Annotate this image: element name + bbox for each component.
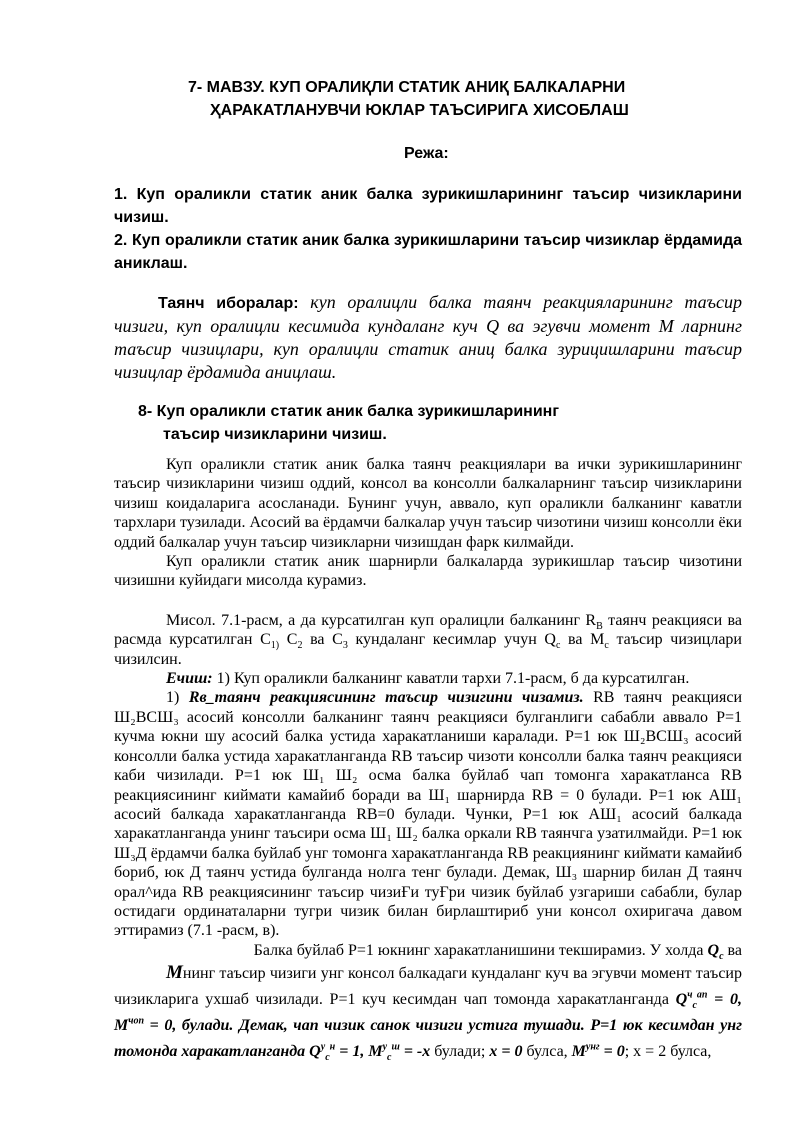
body-text bbox=[114, 455, 742, 1065]
plan-item-1: 1. Куп ораликли статик аник балка зурикишларининг таъсир чизикларини чизиш. bbox=[114, 186, 742, 226]
section-line-2: таъсир чизикларини чизиш. bbox=[163, 426, 387, 443]
plan-list bbox=[114, 183, 742, 275]
paragraph-solution: Ечиш: 1) Куп ораликли балканинг каватли тархи 7.1-расм, б да курсатилган. bbox=[166, 670, 690, 688]
topic-title bbox=[130, 76, 730, 122]
keywords-text: куп оралицли балка таянч реакцияларининг таъсир чизиги, куп оралицли кесимида кундаланг куч Q ва эгувчи момент М ларнинг таъсир чизицлари, куп оралицли статик аниц балка зурицишларини таъсир чизицлар ёрдамида аницлаш. bbox=[114, 292, 742, 382]
paragraph-1: Куп ораликли статик аник балка таянч реакциялари ва ички зурикишларининг таъсир чизикларини чизиш оддий, консол ва консолли балкаларнинг таъсир чизикларини чизиш коидаларига асосланади. Бунинг учун, аввало, куп ораликли балканинг каватли тархлари тузилади. Асосий ва ёрдамчи балкалар учун таъсир чизотини чизиш консолли ёки оддий балкалар учун таъсир чизикларни чизишдан фарк килмайди. bbox=[114, 456, 742, 551]
section-heading bbox=[138, 400, 738, 446]
paragraph-moment: Mнинг таъсир чизиги унг консол балкадаги кундаланг куч ва эгувчи момент таъсир чизикларига ухшаб чизилади. Р=1 куч кесимдан чап томонда харакатланганда $Q^ч_c^{ап} = 0$, $M^{чоп} = 0$, булади. Демак, чап чизик санок чизиги устига тушади. Р=1 юк кесимдан унг томонда харакатланганда $Q^у_c^н = 1$, $M^у_c^ш = -x$ булади; x = 0 булса, $M^{унг} = 0$; х = 2 булса, bbox=[114, 962, 743, 1064]
paragraph-check: Балка буйлаб Р=1 юкнинг харакатланишини текширамиз. У холда $Q_c$ ва bbox=[253, 941, 742, 962]
keywords-label: Таянч иборалар: bbox=[158, 295, 299, 312]
plan-item-2: 2. Куп ораликли статик аник балка зурикишларини таъсир чизиклар ёрдамида аниклаш. bbox=[114, 232, 742, 272]
section-line-1: 8- Куп ораликли статик аник балка зурикишларининг bbox=[138, 403, 559, 420]
paragraph-3: Мисол. 7.1-расм, а да курсатилган куп оралицли балканинг $R_B$ таянч реакцияси ва расмда курсатилган $С_{1)}$ $С_2$ ва $С_3$ кундаланг кесимлар учун $Q_c$ ва $M_c$ таъсир чизицлари чизилсин. bbox=[114, 611, 743, 668]
plan-heading: Режа: bbox=[404, 145, 449, 162]
title-line-2: ҲАРАКАТЛАНУВЧИ ЮКЛАР ТАЪСИРИГА ХИСОБЛАШ bbox=[210, 102, 629, 119]
title-line-1: 7- МАВЗУ. КУП ОРАЛИҚЛИ СТАТИК АНИҚ БАЛКАЛАРНИ bbox=[188, 79, 626, 96]
solution-label: Ечиш: bbox=[166, 670, 213, 688]
keywords-paragraph bbox=[114, 291, 742, 384]
paragraph-reaction: 1) Rв_таянч реакциясининг таъсир чизигини чизамиз. RВ таянч реакцияси Ш₂ВСШ₃ асосий консолли балканинг таянч реакцияси булганлиги сабабли аввало Р=1 кучма юкни шу асосий балка устида харакатланиши каралади. Р=1 юк Ш₂ВСШ₃ асосий консолли балка устида харакатланганда RВ таъсир чизоти консолли балка таянч реакцияси каби чизилади. Р=1 юк Ш₁ Ш₂ осма балка буйлаб чап томонга харакатланса RВ реакциясининг киймати камайиб боради ва Ш₁ шарнирда RВ = 0 булади. Р=1 юк АШ₁ асосий балкада харакатланганда RВ=0 булади. Чунки, Р=1 юк АШ₁ асосий балкада харакатланганда унинг таъсири осма Ш₁ Ш₂ балка оркали RВ таянчга узатилмайди. Р=1 юк Ш₃Д ёрдамчи балка буйлаб унг томонга харакатланганда RВ реакциянинг киймати камайиб бориб, юк Д таянч устида булганда нолга тенг булади. Демак, Ш₃ шарнир билан Д таянч орал^ида RВ реакциясининг таъсир чизиҒи туҒри чизик буйлаб узгариши сабабли, булар остидаги ординаталарни тугри чизик билан бирлаштириб уни консол охиригача давом эттирамиз (7.1 -расм, в). bbox=[114, 689, 743, 940]
paragraph-2: Куп ораликли статик аник шарнирли балкаларда зурикишлар таъсир чизотини чизишни куйидаги мисолда курамиз. bbox=[114, 553, 742, 590]
reaction-heading: Rв_таянч реакциясининг таъсир чизигини чизамиз. bbox=[188, 689, 584, 707]
